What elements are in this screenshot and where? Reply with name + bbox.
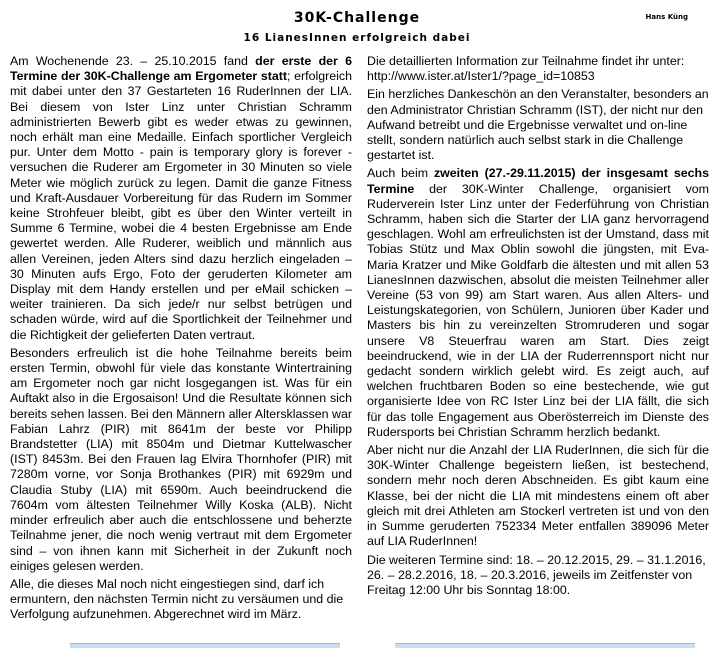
info-link[interactable]: http://www.ister.at/Ister1/?page_id=10853	[367, 69, 595, 84]
right-second-round-text-run: Auch beim	[367, 166, 434, 181]
left-intro-bold-run: der erste der 6 Termine der 30K-Challenge am Ergometer statt	[10, 54, 352, 84]
left-intro-text-run: ; erfolgreich mit dabei unter den 37 Gestarteten 16 RuderInnen der LIA. Bei diesem von Ister Linz unter Christian Schramm administrierten Bewerb gibt es weder etwas zu gewinnen, noch erhält man eine Medaille. Einfach sportlicher Vergleich pur. Unter dem Motto - pain is temporary glory is forever - versuchen die Ruderer am Ergometer in 30 Minuten so viele Meter wie möglich zurück zu legen. Damit die ganze Fitness und Kraft-Ausdauer Vorbereitung für das Rudern im Sommer keine Strohfeuer bleibt, gibt es über den Winter verteilt in Summe 6 Termine, wobei die 4 besten Ergebnisse am Ende gewertet werden. Alle Ruderer, weiblich und männlich aus allen Vereinen, jeden Alters sind dazu herzlich eingeladen – 30 Minuten aufs Ergo, Foto der geruderten Kilometer am Display mit dem Handy erstellen und per eMail schicken – weiter trainieren. Da sich jede/r nur selbst betrügen und schaden würde, wird auf die Sportlichkeit der Teilnehmer und die Richtigkeit der gelieferten Daten vertraut.	[10, 69, 352, 342]
right-paragraph-info	[367, 54, 709, 84]
right-paragraph-results: Aber nicht nur die Anzahl der LIA RuderInnen, die sich für die 30K-Winter Challenge begeistern ließen, ist bestechend, sondern mehr noch deren Abschneiden. Es gibt kaum eine Klasse, bei der nicht die LIA mit mindestens einem oft aber gleich mit drei Athleten am Stockerl vertreten ist und von den in Summe geruderten 752334 Meter entfallen 389096 Meter auf LIA RuderInnen!	[367, 443, 709, 549]
left-column	[10, 54, 352, 626]
article-subtitle: 16 LianesInnen erfolgreich dabei	[243, 32, 471, 44]
next-article-header-bar	[70, 643, 340, 648]
left-paragraph-intro	[10, 54, 352, 343]
next-article-header-bar-right	[395, 643, 695, 648]
right-second-round-bold-run: zweiten (27.-29.11.2015) der insgesamt sechs Termine	[367, 166, 709, 196]
right-column	[367, 54, 709, 601]
article-title: 30K-Challenge	[293, 10, 421, 26]
left-paragraph-results: Besonders erfreulich ist die hohe Teilnahme bereits beim ersten Termin, obwohl für viele das konstante Wintertraining am Ergometer noch gar nicht losgegangen ist. Was für ein Auftakt also in die Ergosaison! Und die Resultate können sich bereits sehen lassen. Bei den Männern aller Altersklassen war Fabian Lahrz (PIR) mit 8641m der beste vor Philipp Brandstetter (LIA) mit 8504m und Dietmar Kuttelwascher (IST) 8453m. Bei den Frauen lag Elvira Thornhofer (PIR) mit 7280m vorne, vor Sonja Brothankes (PIR) mit 6929m und Claudia Stuby (LIA) mit 6590m. Auch beeindruckend die 7604m vom ältesten Teilnehmer Willy Koska (ALB). Nicht minder erfreulich aber auch die entschlossene und beherzte Teilnahme jener, die noch wenig vertraut mit dem Ergometer sind – von ihnen kann mit Sicherheit in der Zukunft noch einiges gelesen werden.	[10, 345, 352, 573]
left-intro-text-run: Am Wochenende 23. – 25.10.2015 fand	[10, 54, 256, 68]
info-text: Die detaillierten Information zur Teilnahme findet ihr unter:	[367, 54, 685, 68]
right-paragraph-thanks: Ein herzliches Dankeschön an den Veranstalter, besonders an den Administrator Christian Schramm (IST), der nicht nur den Aufwand betreibt und die Ergebnisse verwaltet und on-line stellt, sondern natürlich auch selbst stark in die Challenge gestartet ist.	[367, 87, 709, 163]
right-paragraph-dates: Die weiteren Termine sind: 18. – 20.12.2015, 29. – 31.1.2016, 26. – 28.2.2016, 18. – 20.3.2016, jeweils im Zeitfenster von Freitag 12:00 Uhr bis Sonntag 18:00.	[367, 552, 706, 597]
right-second-round-text-run: der 30K-Winter Challenge, organisiert vom Ruderverein Ister Linz unter der Federführung von Christian Schramm, haben sich die Starter der LIA ganz hervorragend geschlagen. Wohl am erfreulichsten ist der Umstand, dass mit Tobias Stütz und Max Oblin sowohl die jüngsten, mit Eva-Maria Kratzer und Mike Goldfarb die ältesten und mit allen 53 LianesInnen dazwischen, absolut die meisten Teilnehmer aller Vereine (53 von 99) am Start waren. Aus allen Alters- und Leistungskategorien, von Schülern, Junioren über Kader und Masters bis hin zu vereinzelten Stromruderen und sogar unsere V8 Steuerfrau waren am Start. Dies zeigt beeindruckend, wie in der LIA der Ruderrennsport nicht nur gedacht sondern wirklich gelebt wird. Es zeigt auch, auf welchen fruchtbaren Boden so eine bestechende, wie gut organisierte Idee von RC Ister Linz bei der LIA fällt, die sich für das tolle Engagement aus Oberösterreich im Dienste des Rudersports bei Christian Schramm herzlich bedankt.	[367, 181, 709, 439]
right-paragraph-second-round	[367, 166, 709, 440]
author-name: Hans Küng	[645, 13, 688, 21]
left-paragraph-closing: Alle, die dieses Mal noch nicht eingestiegen sind, darf ich ermuntern, den nächsten Termin nicht zu versäumen und die Verfolgung aufzunehmen. Abgerechnet wird im März.	[10, 576, 344, 622]
